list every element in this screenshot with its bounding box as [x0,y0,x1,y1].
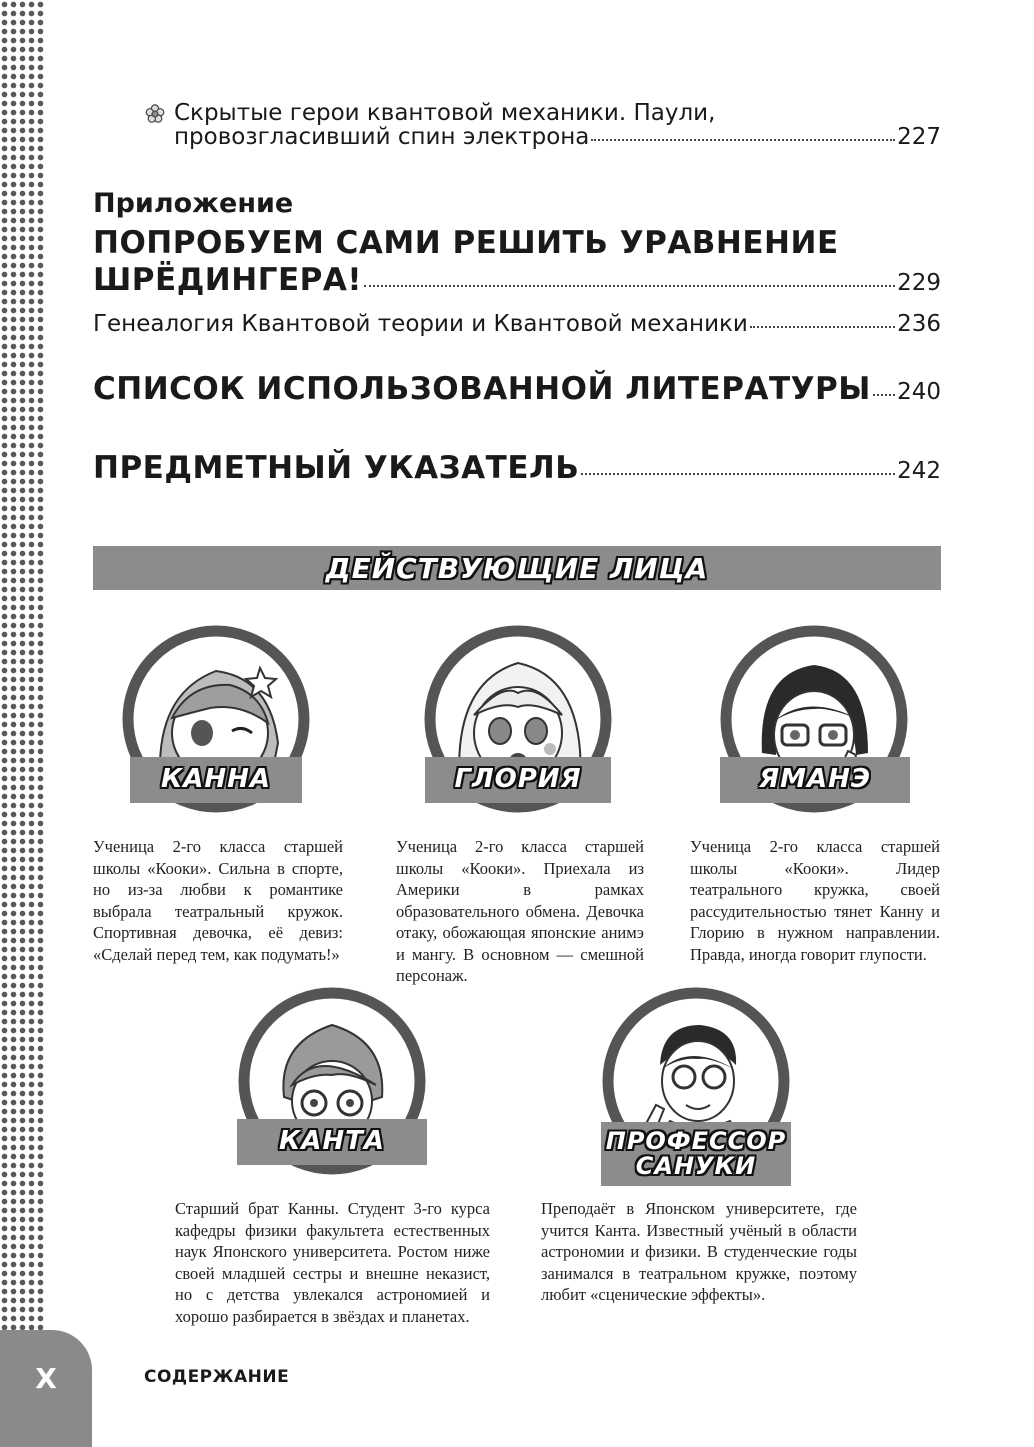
toc-entry-text: СПИСОК ИСПОЛЬЗОВАННОЙ ЛИТЕРАТУРЫ [93,371,871,407]
toc-entry-index[interactable] [93,450,941,486]
name-bar-kanta [237,1119,427,1165]
page-number-tab [0,1330,92,1447]
toc-page-number: 229 [897,270,941,296]
name-bar-gloria [425,757,611,803]
cast-header-title: ДЕЙСТВУЮЩИЕ ЛИЦА [325,551,709,585]
character-name: ЯМАНЭ [759,764,871,795]
toc-entry-text: ПРЕДМЕТНЫЙ УКАЗАТЕЛЬ [93,450,580,486]
toc-entry-text: Скрытые герои квантовой механики. Паули, [174,100,716,126]
character-name-line2: САНУКИ [635,1152,757,1180]
cast-header-bar [93,546,941,590]
name-bar-kanna [130,757,302,803]
flower-bullet-icon [145,104,165,124]
toc-entry-pauli-line1[interactable] [174,100,715,126]
character-description-kanna: Ученица 2-го класса старшей школы «Кооки». Сильна в спорте, но из-за любви к романтике выбрала театральный кружок. Спортивная девочка, её девиз: «Сделай перед тем, как подумать!» [93,837,343,964]
dot-leader [591,139,895,141]
footer-section-title: СОДЕРЖАНИЕ [144,1367,290,1387]
character-description-gloria: Ученица 2-го класса старшей школы «Кооки». Приехала из Америки в рамках образовательного обмена. Девочка отаку, обожающая японские анимэ и мангу. В основном — смешной персонаж. [396,837,644,985]
name-bar-professor-sanuki [601,1122,791,1186]
character-name-line1: ПРОФЕССОР [605,1126,787,1155]
page-number: X [35,1362,57,1395]
dot-leader [750,326,895,328]
character-name: КАННА [160,764,271,795]
toc-page-number: 227 [897,124,941,150]
dot-leader [581,473,895,475]
character-description-professor-sanuki: Преподаёт в Японском университете, где учится Канта. Известный учёный в области астрономии и физики. В студенческие годы занимался в театральном кружке, поэтому любит «сценические эффекты». [541,1199,857,1304]
toc-page-number: 242 [897,458,941,484]
appendix-title-line1[interactable]: ПОПРОБУЕМ САМИ РЕШИТЬ УРАВНЕНИЕ [93,225,839,261]
toc-page-number: 240 [897,379,941,405]
toc-entry-genealogy[interactable] [93,311,941,337]
name-bar-yamane [720,757,910,803]
appendix-label: Приложение [93,188,294,219]
toc-entry-text: ШРЁДИНГЕРА! [93,262,362,298]
dot-leader [873,394,895,396]
dot-leader [364,285,895,287]
character-description-yamane: Ученица 2-го класса старшей школы «Кооки». Лидер театрального кружка, своей рассудительностью тянет Канну и Глорию в нужном направлении. Правда, иногда говорит глупости. [690,837,940,964]
dotted-side-strip [0,0,44,1340]
toc-page-number: 236 [897,311,941,337]
character-name: КАНТА [279,1126,385,1157]
toc-entry-pauli[interactable] [174,124,941,150]
toc-entry-appendix[interactable] [93,262,941,298]
character-name: ГЛОРИЯ [454,764,582,795]
character-description-kanta: Старший брат Канны. Студент 3-го курса кафедры физики факультета естественных наук Японского университета. Ростом ниже своей младшей сестры и внешне неказист, но с детства увлекался астрономией и хорошо разбирается в звёздах и планетах. [175,1199,490,1326]
toc-entry-bibliography[interactable] [93,371,941,407]
toc-entry-text: Генеалогия Квантовой теории и Квантовой механики [93,311,748,337]
toc-entry-text: провозгласивший спин электрона [174,124,590,150]
